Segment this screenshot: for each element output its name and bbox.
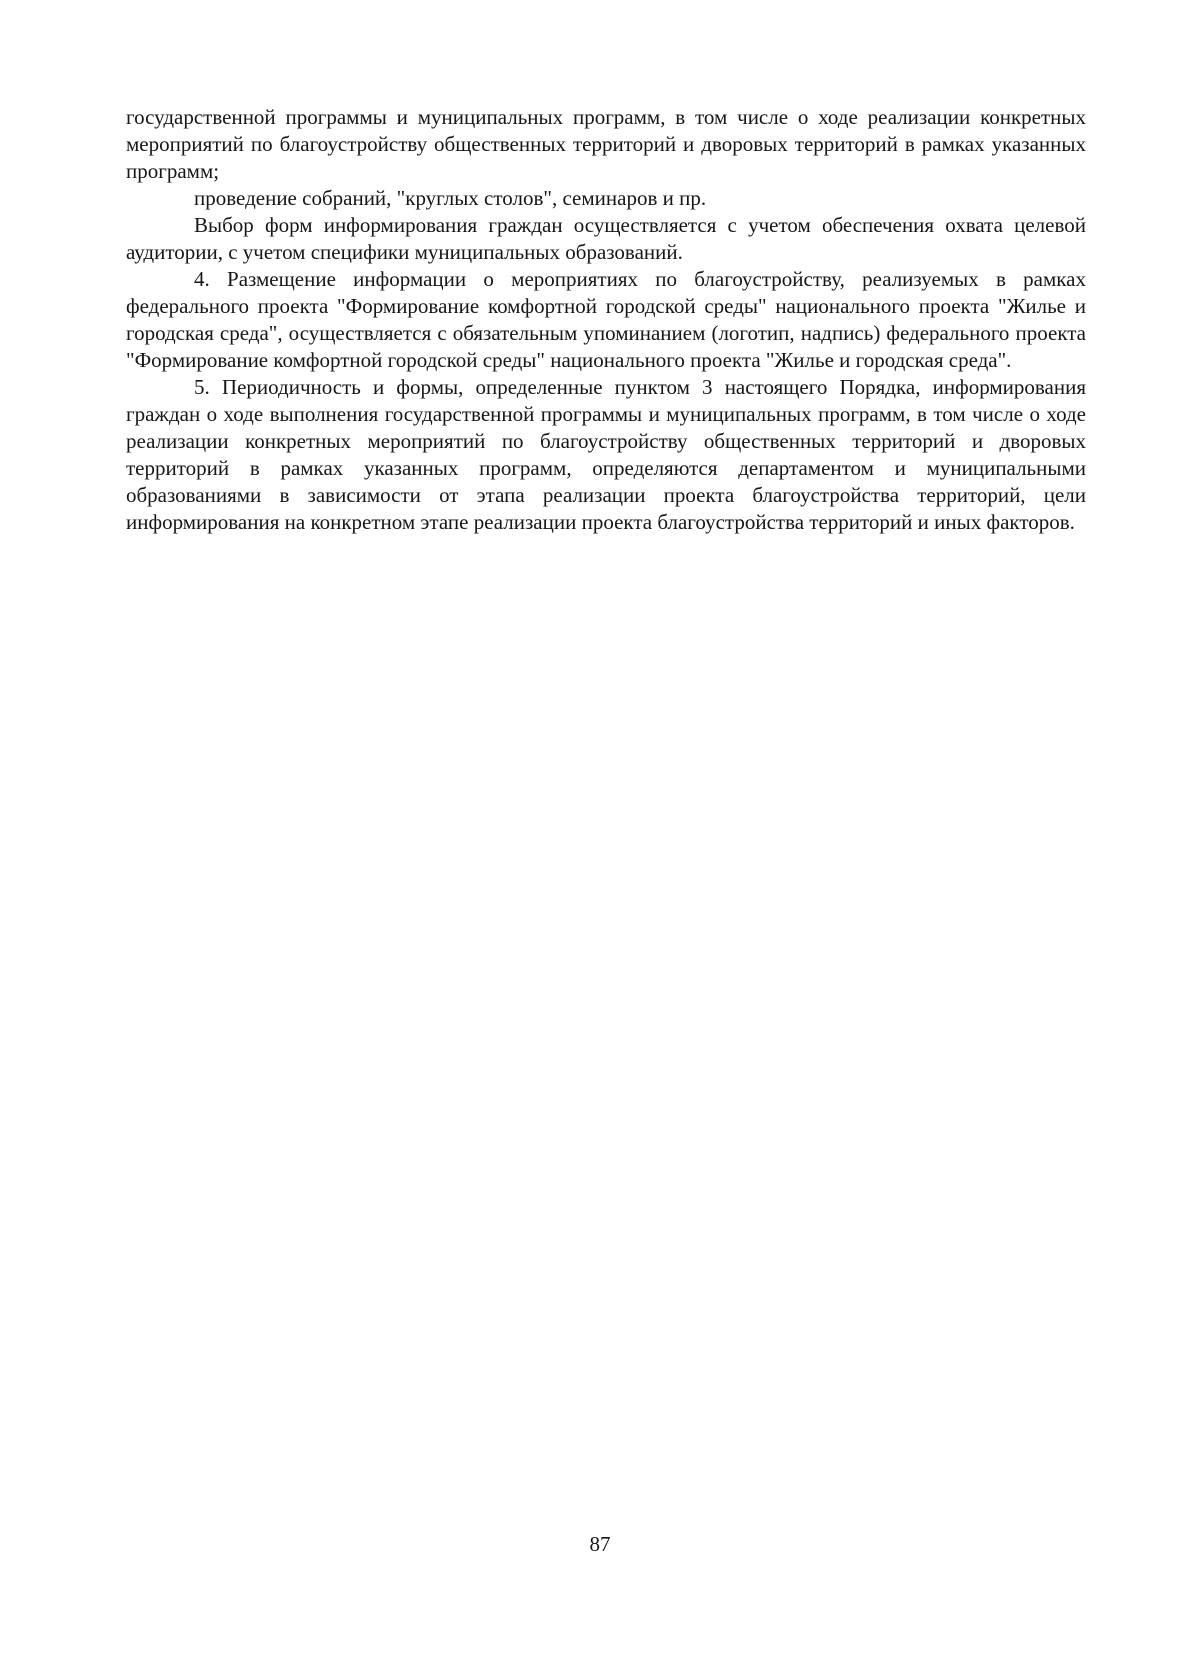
paragraph-item-5: 5. Периодичность и формы, определенные пунктом 3 настоящего Порядка, информирования граждан о ходе выполнения государственной программы и муниципальных программ, в том числе о ходе реализации конкретных мероприятий по благоустройству общественных территорий и дворовых территорий в рамках указанных программ, определяются департаментом и муниципальными образованиями в зависимости от этапа реализации проекта благоустройства территорий, цели информирования на конкретном этапе реализации проекта благоустройства территорий и иных факторов.: [126, 375, 1086, 534]
page-number: 87: [589, 1532, 611, 1556]
paragraph-meetings: проведение собраний, "круглых столов", семинаров и пр.: [194, 186, 707, 210]
paragraph-item-4: 4. Размещение информации о мероприятиях по благоустройству, реализуемых в рамках федерального проекта "Формирование комфортной городской среды" национального проекта "Жилье и городская среда", осуществляется с обязательным упоминанием (логотип, надпись) федерального проекта "Формирование комфортной городской среды" национального проекта "Жилье и городская среда".: [126, 267, 1086, 372]
paragraph-forms-choice: Выбор форм информирования граждан осуществляется с учетом обеспечения охвата целевой аудитории, с учетом специфики муниципальных образований.: [126, 213, 1086, 264]
paragraph-continuation: государственной программы и муниципальных программ, в том числе о ходе реализации конкретных мероприятий по благоустройству общественных территорий и дворовых территорий в рамках указанных программ;: [126, 105, 1086, 183]
document-body: [126, 104, 1086, 536]
